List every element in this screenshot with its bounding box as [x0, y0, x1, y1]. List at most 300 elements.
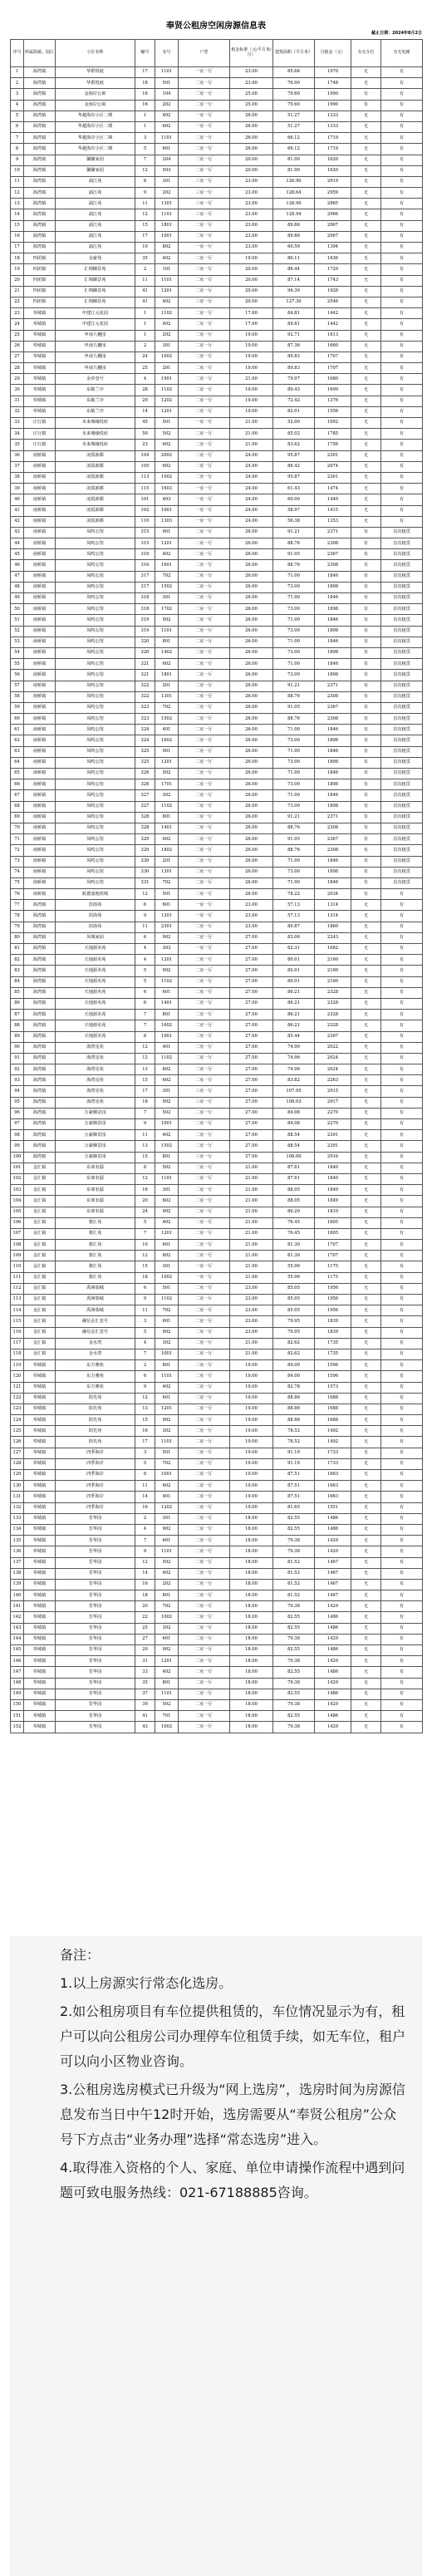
cell-elevator: 有 — [381, 1590, 423, 1601]
cell-elevator: 首次租赁 — [381, 757, 423, 768]
cell-elevator: 有 — [381, 1283, 423, 1294]
table-row — [11, 1448, 423, 1458]
table-row — [11, 593, 423, 604]
cell-room: 201 — [155, 856, 179, 867]
cell-layout: 二室一厅 — [179, 527, 230, 538]
cell-parking: 无 — [351, 1656, 381, 1667]
cell-community: 天地源名苑 — [56, 944, 135, 955]
cell-building: 1 — [135, 319, 155, 330]
cell-area: 82.55 — [273, 1667, 315, 1678]
cell-parking: 无 — [351, 1645, 381, 1656]
cell-district: 海湾镇 — [24, 944, 56, 955]
cell-area: 85.05 — [273, 1295, 315, 1305]
cell-room: 1001 — [155, 231, 179, 242]
cell-parking: 无 — [351, 308, 381, 319]
cell-community: 万豪御景园 — [56, 1130, 135, 1141]
cell-district: 南桥镇 — [24, 571, 56, 582]
cell-district: 南桥镇 — [24, 769, 56, 779]
cell-index: 36 — [11, 450, 24, 461]
cell-elevator: 首次租赁 — [381, 867, 423, 878]
cell-room: 401 — [155, 1042, 179, 1053]
cell-building: 315 — [135, 538, 155, 549]
cell-layout: 二室一厅 — [179, 834, 230, 845]
cell-district: 海湾镇 — [24, 955, 56, 966]
cell-rent-rate: 18.00 — [230, 1579, 273, 1590]
cell-index: 123 — [11, 1404, 24, 1414]
table-row — [11, 1185, 423, 1196]
cell-rent-rate: 26.00 — [230, 790, 273, 801]
cell-rent-rate: 24.00 — [230, 505, 273, 516]
cell-monthly-rent: 1898 — [315, 757, 351, 768]
cell-area: 71.00 — [273, 615, 315, 626]
cell-building: 322 — [135, 681, 155, 691]
cell-community: 禹洲瑞城 — [56, 1295, 135, 1305]
cell-room: 601 — [155, 144, 179, 155]
table-row — [11, 1513, 423, 1524]
cell-monthly-rent: 1663 — [315, 1492, 351, 1502]
cell-index: 82 — [11, 955, 24, 966]
cell-monthly-rent: 1846 — [315, 769, 351, 779]
cell-parking: 无 — [351, 1141, 381, 1152]
table-row — [11, 647, 423, 658]
cell-room: 402 — [155, 1130, 179, 1141]
cell-index: 147 — [11, 1667, 24, 1678]
cell-district: 南桥镇 — [24, 867, 56, 878]
cell-building: 18 — [135, 1097, 155, 1108]
cell-parking: 无 — [351, 1601, 381, 1612]
cell-room: 1102 — [155, 1295, 179, 1305]
cell-district: 奉城镇 — [24, 1382, 56, 1393]
cell-community: 未来城缘悦府 — [56, 418, 135, 429]
cell-area: 88.76 — [273, 823, 315, 833]
cell-layout: 二室一厅 — [179, 1042, 230, 1053]
cell-rent-rate: 18.00 — [230, 1656, 273, 1667]
cell-index: 53 — [11, 637, 24, 647]
cell-area: 79.38 — [273, 1536, 315, 1546]
table-row — [11, 275, 423, 286]
cell-rent-rate: 27.00 — [230, 1042, 273, 1053]
cell-building: 5 — [135, 144, 155, 155]
cell-elevator: 有 — [381, 1699, 423, 1710]
cell-room: 601 — [155, 1393, 179, 1404]
cell-layout: 二室一厅 — [179, 823, 230, 833]
cell-parking: 有 — [351, 637, 381, 647]
table-row — [11, 856, 423, 867]
cell-rent-rate: 27.00 — [230, 966, 273, 976]
cell-community: 凤鸣公馆 — [56, 615, 135, 626]
table-row — [11, 220, 423, 231]
cell-community: 凤鸣公馆 — [56, 681, 135, 691]
cell-index: 136 — [11, 1546, 24, 1557]
cell-index: 83 — [11, 966, 24, 976]
cell-district: 南桥镇 — [24, 856, 56, 867]
cell-room: 1801 — [155, 670, 179, 681]
cell-building: 316 — [135, 549, 155, 560]
cell-building: 7 — [135, 1020, 155, 1031]
cell-room: 602 — [155, 461, 179, 472]
cell-rent-rate: 19.00 — [230, 1382, 273, 1393]
table-row — [11, 1458, 423, 1469]
cell-layout: 二室一厅 — [179, 1546, 230, 1557]
cell-room: 301 — [155, 593, 179, 604]
cell-rent-rate: 18.00 — [230, 1623, 273, 1634]
cell-elevator: 有 — [381, 231, 423, 242]
cell-community: 华越海岸小区二期 — [56, 121, 135, 132]
cell-community: 东敏兰亭 — [56, 396, 135, 406]
table-row — [11, 1240, 423, 1251]
cell-room: 601 — [155, 1634, 179, 1644]
cell-index: 25 — [11, 330, 24, 341]
cell-area: 79.38 — [273, 1722, 315, 1733]
table-row — [11, 1524, 423, 1535]
cell-monthly-rent: 1429 — [315, 1656, 351, 1667]
cell-rent-rate: 19.00 — [230, 1458, 273, 1469]
cell-community: 汇锦御景苑 — [56, 286, 135, 297]
cell-elevator: 有 — [381, 1524, 423, 1535]
cell-community: 申南九樾园 — [56, 330, 135, 341]
cell-area: 87.51 — [273, 1492, 315, 1502]
cell-district: 奉城镇 — [24, 319, 56, 330]
cell-community: 华群悦庭 — [56, 67, 135, 78]
cell-area: 88.86 — [273, 1393, 315, 1404]
cell-monthly-rent: 2546 — [315, 297, 351, 307]
cell-index: 59 — [11, 702, 24, 713]
cell-room: 1901 — [155, 374, 179, 385]
table-row — [11, 1426, 423, 1437]
cell-layout: 二室一厅 — [179, 735, 230, 746]
cell-district: 奉城镇 — [24, 1623, 56, 1634]
cell-elevator: 有 — [381, 1689, 423, 1699]
cell-community: 凤鸣公馆 — [56, 867, 135, 878]
cell-index: 107 — [11, 1228, 24, 1239]
cell-area: 82.01 — [273, 406, 315, 417]
cell-district: 奉城镇 — [24, 374, 56, 385]
cell-parking: 无 — [351, 440, 381, 450]
cell-area: 87.51 — [273, 1470, 315, 1481]
cell-rent-rate: 24.00 — [230, 472, 273, 483]
cell-building: 12 — [135, 1173, 155, 1184]
cell-elevator: 有 — [381, 1722, 423, 1733]
cell-layout: 二室一厅 — [179, 1327, 230, 1338]
cell-layout: 二室一厅 — [179, 659, 230, 670]
cell-parking: 无 — [351, 231, 381, 242]
cell-building: 24 — [135, 1207, 155, 1217]
cell-district: 奉城镇 — [24, 1502, 56, 1513]
cell-elevator: 首次租赁 — [381, 593, 423, 604]
cell-parking: 无 — [351, 1217, 381, 1228]
cell-parking: 有 — [351, 878, 381, 888]
cell-elevator: 有 — [381, 243, 423, 253]
cell-district: 金汇镇 — [24, 1272, 56, 1283]
cell-building: 3 — [135, 133, 155, 144]
cell-district: 奉城镇 — [24, 406, 56, 417]
table-row — [11, 1272, 423, 1283]
cell-district: 南桥镇 — [24, 637, 56, 647]
cell-community: 晋华园 — [56, 1590, 135, 1601]
cell-index: 7 — [11, 133, 24, 144]
cell-area: 86.20 — [273, 1207, 315, 1217]
cell-room: 1702 — [155, 604, 179, 615]
cell-community: 东郊名邸 — [56, 1196, 135, 1207]
cell-building: 18 — [135, 78, 155, 89]
cell-community: 申建江元花园 — [56, 319, 135, 330]
cell-elevator: 有 — [381, 176, 423, 187]
cell-area: 76.45 — [273, 1228, 315, 1239]
table-row — [11, 527, 423, 538]
cell-district: 奉城镇 — [24, 1645, 56, 1656]
cell-building: 6 — [135, 987, 155, 998]
cell-layout: 一室一厅 — [179, 494, 230, 505]
cell-index: 12 — [11, 188, 24, 199]
cell-index: 151 — [11, 1711, 24, 1722]
cell-building: 2 — [135, 1513, 155, 1524]
cell-rent-rate: 18.00 — [230, 1546, 273, 1557]
cell-index: 100 — [11, 1152, 24, 1163]
cell-monthly-rent: 1846 — [315, 637, 351, 647]
table-row — [11, 297, 423, 307]
cell-community: 海湾星苑 — [56, 1053, 135, 1064]
cell-monthly-rent: 2308 — [315, 691, 351, 702]
cell-area: 107.95 — [273, 1086, 315, 1097]
cell-monthly-rent: 1707 — [315, 1251, 351, 1261]
cell-community: 东敏兰亭 — [56, 385, 135, 396]
cell-building: 11 — [135, 1305, 155, 1316]
cell-monthly-rent: 2916 — [315, 1152, 351, 1163]
cell-district: 南桥镇 — [24, 801, 56, 812]
cell-building: 101 — [135, 494, 155, 505]
cell-index: 127 — [11, 1448, 24, 1458]
cell-monthly-rent: 1707 — [315, 363, 351, 374]
cell-district: 南桥镇 — [24, 714, 56, 725]
cell-parking: 无 — [351, 1470, 381, 1481]
cell-district: 海湾镇 — [24, 1119, 56, 1130]
cell-parking: 无 — [351, 176, 381, 187]
cell-monthly-rent: 2308 — [315, 560, 351, 571]
cell-layout: 二室一厅 — [179, 1667, 230, 1678]
table-row — [11, 450, 423, 461]
cell-rent-rate: 26.00 — [230, 856, 273, 867]
table-row — [11, 1502, 423, 1513]
cell-elevator: 有 — [381, 351, 423, 362]
cell-index: 37 — [11, 461, 24, 472]
cell-room: 602 — [155, 1196, 179, 1207]
cell-index: 111 — [11, 1272, 24, 1283]
cell-community: 金豪苑 — [56, 253, 135, 264]
cell-index: 21 — [11, 286, 24, 297]
cell-area: 78.52 — [273, 1426, 315, 1437]
table-row — [11, 1119, 423, 1130]
cell-building: 330 — [135, 856, 155, 867]
cell-elevator: 有 — [381, 1360, 423, 1371]
cell-elevator: 有 — [381, 1711, 423, 1722]
cell-building: 11 — [135, 1481, 155, 1492]
cell-layout: 二室一厅 — [179, 560, 230, 571]
cell-community: 凌霞新都 — [56, 505, 135, 516]
cell-rent-rate: 23.00 — [230, 176, 273, 187]
cell-index: 24 — [11, 319, 24, 330]
cell-district: 海湾镇 — [24, 78, 56, 89]
cell-index: 88 — [11, 1020, 24, 1031]
cell-parking: 无 — [351, 1481, 381, 1492]
table-row — [11, 1612, 423, 1623]
cell-rent-rate: 26.00 — [230, 845, 273, 856]
cell-district: 南桥镇 — [24, 691, 56, 702]
cell-room: 1101 — [155, 275, 179, 286]
cell-room: 2002 — [155, 450, 179, 461]
cell-elevator: 首次租赁 — [381, 560, 423, 571]
cell-district: 南桥镇 — [24, 560, 56, 571]
cell-area: 79.38 — [273, 1634, 315, 1644]
cell-building: 318 — [135, 604, 155, 615]
cell-room: 1303 — [155, 516, 179, 527]
cell-elevator: 有 — [381, 341, 423, 351]
cell-room: 802 — [155, 243, 179, 253]
cell-layout: 二室一厅 — [179, 450, 230, 461]
table-row — [11, 1699, 423, 1710]
cell-monthly-rent: 1486 — [315, 1711, 351, 1722]
cell-district: 金汇镇 — [24, 1240, 56, 1251]
cell-community: 凌霞新都 — [56, 484, 135, 494]
cell-parking: 无 — [351, 932, 381, 943]
cell-district: 海湾镇 — [24, 188, 56, 199]
cell-building: 1 — [135, 111, 155, 121]
table-row — [11, 319, 423, 330]
cell-elevator: 首次租赁 — [381, 702, 423, 713]
cell-district: 金汇镇 — [24, 1349, 56, 1359]
cell-rent-rate: 25.00 — [230, 89, 273, 100]
cell-district: 四团镇 — [24, 286, 56, 297]
cell-area: 85.44 — [273, 1031, 315, 1042]
cell-room: 402 — [155, 319, 179, 330]
cell-building: 8 — [135, 1163, 155, 1173]
cell-layout: 二室一厅 — [179, 878, 230, 888]
cell-elevator: 首次租赁 — [381, 790, 423, 801]
cell-index: 18 — [11, 253, 24, 264]
cell-room: 303 — [155, 944, 179, 955]
cell-monthly-rent: 1735 — [315, 1338, 351, 1349]
cell-building: 9 — [135, 911, 155, 922]
table-row — [11, 1338, 423, 1349]
cell-elevator: 有 — [381, 1536, 423, 1546]
cell-index: 108 — [11, 1240, 24, 1251]
cell-district: 南桥镇 — [24, 527, 56, 538]
cell-parking: 有 — [351, 100, 381, 111]
cell-parking: 无 — [351, 1152, 381, 1163]
cell-district: 奉城镇 — [24, 1579, 56, 1590]
cell-elevator: 有 — [381, 144, 423, 155]
cell-elevator: 有 — [381, 429, 423, 440]
cell-elevator: 有 — [381, 1470, 423, 1481]
table-row — [11, 900, 423, 911]
cell-community: 骏汇苑 — [56, 1217, 135, 1228]
cell-community: 海湾星苑 — [56, 1042, 135, 1053]
cell-parking: 无 — [351, 987, 381, 998]
cell-community: 阳光苑 — [56, 1426, 135, 1437]
table-row — [11, 406, 423, 417]
cell-index: 112 — [11, 1283, 24, 1294]
cell-monthly-rent: 1429 — [315, 1722, 351, 1733]
cell-room: 602 — [155, 1075, 179, 1086]
cell-district: 南桥镇 — [24, 702, 56, 713]
cell-rent-rate: 21.00 — [230, 418, 273, 429]
cell-rent-rate: 26.00 — [230, 560, 273, 571]
cell-parking: 无 — [351, 1042, 381, 1053]
cell-room: 1301 — [155, 867, 179, 878]
cell-rent-rate: 18.00 — [230, 1634, 273, 1644]
cell-index: 121 — [11, 1382, 24, 1393]
cell-area: 88.76 — [273, 845, 315, 856]
cell-building: 115 — [135, 484, 155, 494]
cell-monthly-rent: 1394 — [315, 243, 351, 253]
cell-elevator: 有 — [381, 1261, 423, 1272]
table-row — [11, 243, 423, 253]
cell-layout: 三室一厅 — [179, 188, 230, 199]
cell-district: 海湾镇 — [24, 89, 56, 100]
cell-index: 13 — [11, 199, 24, 209]
cell-monthly-rent: 1846 — [315, 615, 351, 626]
cell-elevator: 首次租赁 — [381, 691, 423, 702]
cell-community: 晋华园 — [56, 1536, 135, 1546]
cutoff-date: 截止日期：2024年8月2日 — [371, 31, 422, 36]
table-row — [11, 199, 423, 209]
cell-layout: 二室一厅 — [179, 1612, 230, 1623]
cell-area: 76.00 — [273, 78, 315, 89]
cell-monthly-rent: 1442 — [315, 319, 351, 330]
cell-index: 131 — [11, 1492, 24, 1502]
table-row — [11, 922, 423, 932]
cell-layout: 一室一厅 — [179, 1272, 230, 1283]
cell-district: 奉城镇 — [24, 1360, 56, 1371]
cell-building: 8 — [135, 176, 155, 187]
cell-community: 融信金汇壹号 — [56, 1327, 135, 1338]
cell-area: 73.00 — [273, 582, 315, 592]
cell-elevator: 有 — [381, 922, 423, 932]
cell-rent-rate: 27.00 — [230, 944, 273, 955]
table-row — [11, 1108, 423, 1118]
cell-rent-rate: 26.00 — [230, 626, 273, 637]
cell-area: 56.38 — [273, 516, 315, 527]
cell-room: 201 — [155, 681, 179, 691]
cell-index: 11 — [11, 176, 24, 187]
cell-monthly-rent: 1353 — [315, 516, 351, 527]
cell-elevator: 有 — [381, 932, 423, 943]
table-row — [11, 1601, 423, 1612]
header-district: 所属街镇、园区 — [24, 40, 56, 67]
cell-elevator: 有 — [381, 264, 423, 275]
cell-building: 110 — [135, 516, 155, 527]
table-row — [11, 363, 423, 374]
cell-parking: 无 — [351, 505, 381, 516]
cell-community: 未来城缘悦府 — [56, 429, 135, 440]
cell-monthly-rent: 2024 — [315, 1053, 351, 1064]
cell-layout: 二室一厅 — [179, 757, 230, 768]
cell-layout: 一室一厅 — [179, 484, 230, 494]
cell-layout: 二室一厅 — [179, 1426, 230, 1437]
cell-index: 89 — [11, 1031, 24, 1042]
cell-room: 1201 — [155, 1656, 179, 1667]
header-rent-rate: 租金标准（元/平方米/月） — [230, 40, 273, 67]
cell-area: 88.76 — [273, 691, 315, 702]
cell-layout: 二室一厅 — [179, 746, 230, 757]
cell-area: 81.52 — [273, 1579, 315, 1590]
cell-room: 1802 — [155, 845, 179, 856]
cell-monthly-rent: 1846 — [315, 790, 351, 801]
cell-index: 10 — [11, 165, 24, 176]
cell-area: 96.39 — [273, 286, 315, 297]
cell-room: 1201 — [155, 955, 179, 966]
cell-community: 东郊名邸 — [56, 1173, 135, 1184]
cell-rent-rate: 21.00 — [230, 1163, 273, 1173]
